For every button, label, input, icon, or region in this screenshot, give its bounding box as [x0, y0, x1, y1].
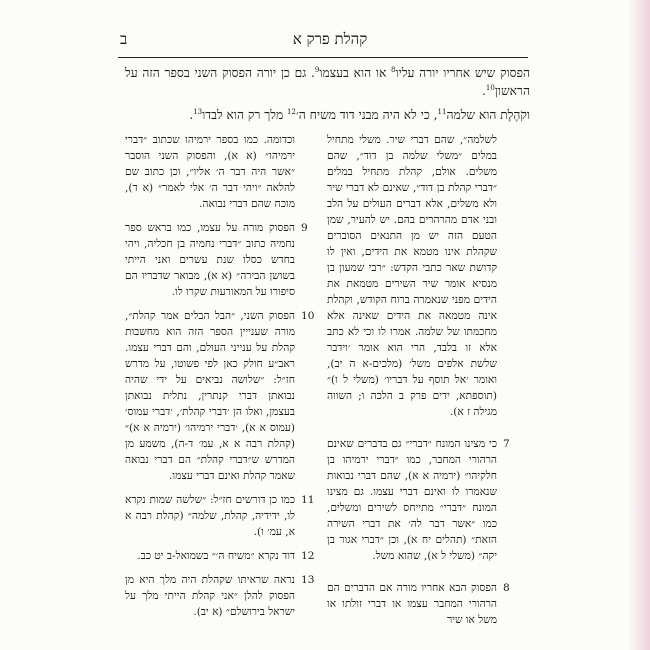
verse-text-1: וקֹהֶלֶת הוא שלמה [446, 108, 530, 122]
page-edge [628, 0, 650, 650]
note-10 [125, 308, 325, 484]
note-text: לשלמה״, שהם דברי שיר. משלי מתחיל במלים ״משלי שלמה בן דוד״, שהם משלים. אולם, קהלת מתחיל במלים ״דברי קהלת בן דוד״, שאינם לא דברי שיר ולא משלים, אלא דברים העולים על הלב ובני אדם מהרהרים בהם. יש להעיר, שמן הטעם הזה יש מן התנאים הסוברים שקהלת אינו מטמא את הידים, ואין לו קדושת שאר כתבי הקדש: ״רבי שמעון בן מנסיא אומר שיר השירים מטמאת את הידים מפני שנאמרה ברוח הקודש, וקהלת אינה מטמאה את הידים שאינה אלא מחכמתו של שלמה. אמרו לו וכי לא כתב אלא זו בלבד, הרי הוא אומר ׳וידבר שלשת אלפים משל׳ (מלכים-א ה יב), ואומר ׳אל תוסף על דבריו׳ (משלי ל ו)״ (תוספתא, ידים פרק ב הלכה ו; השווה מגילה ז א). [327, 134, 497, 418]
note-text: נראה שראיתו שקהלת היה מלך היא מן הפסוק להלן ״אני קהלת הייתי מלך על ישראל בירושלם״ (א יב). [125, 574, 295, 618]
verse-text-2: , כי לא היה מבני דוד משיח ה׳ [295, 108, 438, 122]
note-13 [125, 572, 325, 620]
running-title: קהלת פרק א [292, 30, 368, 48]
footnote-ref-8: 8 [391, 65, 396, 74]
note-text: וכדומה. כמו בספר ירמיהו שכתוב ״דברי ירמיהו״ (א א), והפסוק השני הוסבר ״אשר היה דבר ה׳ אליו״, וכן כתוב שם להלאה ״ויהי דבר ה׳ אלי לאמר״ (א ד), מוכח שהם דברי נבואה. [125, 134, 295, 210]
note-7 [327, 436, 527, 564]
note-continuation [327, 132, 527, 420]
note-text: דוד נקרא ״משיח ה׳״ בשמואל-ב יט כב. [137, 550, 295, 562]
note-9 [125, 220, 325, 300]
verse-text-3: מלך רק הוא לבדו [202, 108, 288, 122]
note-number: 8 [503, 582, 510, 594]
verse-line [118, 106, 530, 124]
note-text: כי מצינו המונח ״דברי״ גם בדברים שאינם הרהורי המחבר, כמו ״דברי ירמיהו בן חלקיהו״ (ירמיה א א), שהם דברי נבואות שנאמרו לו ואינם דברי עצמו. גם מצינו המונח ״דברי״ מתייחס לשירים ומשלים, כמו ״אשר דבר לה׳ את דברי השירה הזאת״ (תהלים יח א), וכן ״דברי אגור בן יקה״ (משלי ל א), שהוא משל. [327, 438, 497, 562]
note-11 [125, 492, 325, 540]
note-text: הפסוק הבא אחריו מורה אם הדברים הם הרהורי המחבר עצמו או דברי זולתו או משל או שיר [327, 582, 497, 626]
note-text: הפסוק מורה על עצמו, כמו בראש ספר נחמיה כתוב ״דברי נחמיה בן חכליה, ויהי בחדש כסלו שנת עשרים ואני הייתי בשושן הבירה״ (א א), מבואר שדבריו הם סיפורו על המאורעות שקרו לו. [125, 222, 295, 298]
intro-text-1: הפסוק שיש אחריו יורה עליו [395, 66, 531, 80]
intro-text-2: או הוא בעצמו [319, 66, 392, 80]
header-rule [118, 57, 528, 58]
footnote-ref-11: 11 [437, 107, 447, 116]
intro-paragraph [125, 64, 530, 100]
note-number: 7 [503, 438, 510, 450]
note-number: 11 [301, 494, 315, 506]
footnote-ref-12: 12 [287, 107, 296, 116]
note-number: 12 [301, 550, 315, 562]
note-number: 9 [301, 222, 308, 234]
footnote-ref-10: 10 [485, 83, 495, 92]
footnote-ref-13: 13 [193, 107, 203, 116]
note-number: 10 [301, 310, 315, 322]
note-continuation [125, 132, 325, 212]
note-12 [125, 548, 325, 564]
intro-text-4: . [482, 84, 486, 98]
page-letter: ב [120, 30, 128, 48]
notes-column-right [327, 132, 527, 650]
notes-column-left [125, 132, 325, 650]
footnote-ref-9: 9 [314, 65, 320, 74]
note-text: הפסוק השני, ״הבל הבלים אמר קהלת״, מורה שענייין הספר הזה הוא מחשבות קהלת על ענייני העולם, והם דברי עצמו. ראב״ע חולק כאן לפי פשוטו, על מדרש חז״ל: ״שלושה נביאים על ידי שהיה נבואתן דברי קנתרין, נתלית נבואתן בעצמן, ואלו הן ׳דברי קהלת׳, ׳דברי עמוס׳ (עמוס א א), ׳דברי ירמיהו׳ (ירמיה א א)״ (קהלת רבה א א, עמ׳ ד-ה), משמע מן המדרש ש״דברי קהלת״ הם דברי נבואה שאמר קהלת ואינם דברי עצמו. [125, 310, 295, 482]
intro-text-3: . גם כן יורה הפסוק השני בספר הזה על הראשון [125, 66, 530, 98]
verse-text-4: . [189, 108, 194, 122]
note-8 [327, 580, 527, 628]
note-number: 13 [301, 574, 315, 586]
note-text: כמו כן דורשים חז״ל: ״שלשה שמות נקרא לו, ידידיה, קהלת, שלמה״ (קהלת רבה א א, עמ׳ ו). [125, 494, 295, 538]
